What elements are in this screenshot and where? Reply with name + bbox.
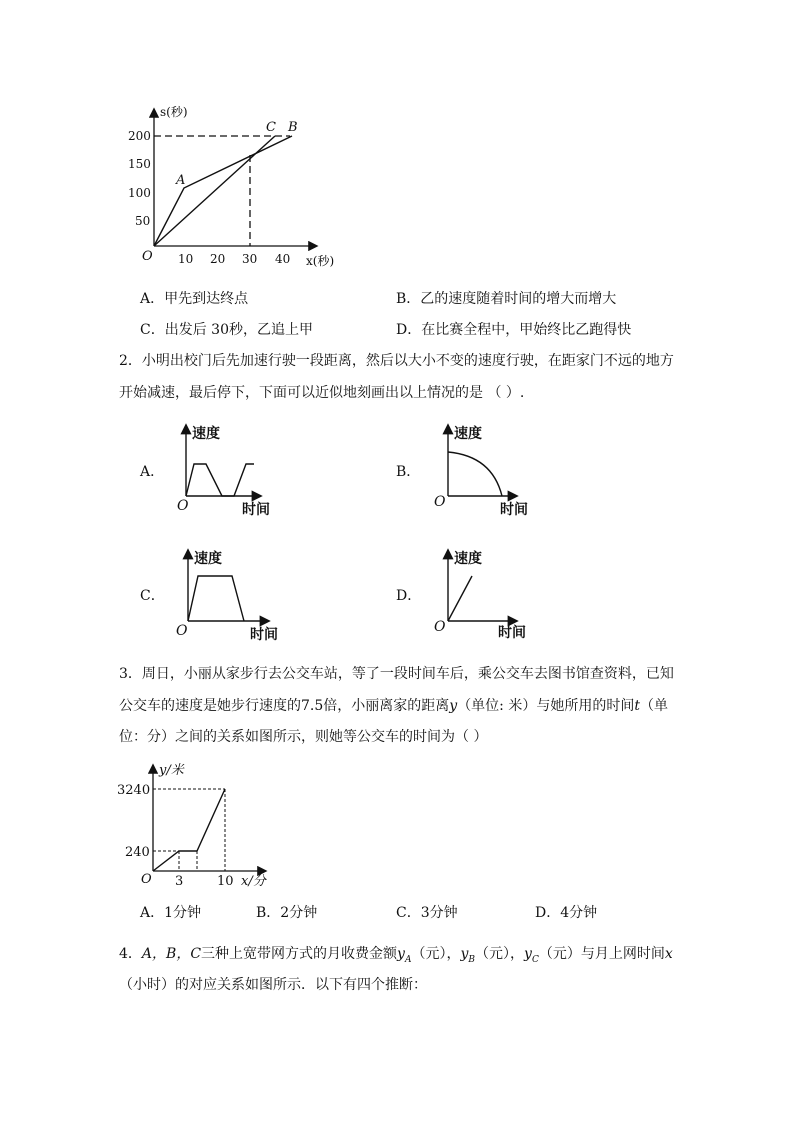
q3-line [153, 789, 225, 871]
q4-prefix: 4． [119, 946, 142, 962]
q1-ytick-50: 50 [135, 214, 151, 228]
q2-c-y-label: 速度 [194, 551, 222, 567]
q4-ya-sub: A [404, 954, 412, 965]
q3-ytick-3240: 3240 [117, 783, 151, 798]
q3-text-line1: 3．周日，小丽从家步行去公交车站，等了一段时间车后，乘公交车去图书馆查资料，已知 [119, 666, 674, 682]
q3-option-b: B．2分钟 [256, 905, 318, 921]
q1-graph [120, 100, 360, 270]
q2-d-origin: O [434, 619, 446, 635]
q2-c-x-label: 时间 [250, 627, 278, 643]
q2-d-y-label: 速度 [454, 551, 482, 567]
q1-line-oc [154, 136, 275, 246]
q4-yuan3: （元）与月上网时间 [538, 946, 665, 962]
q4-yc-sub: C [531, 954, 539, 965]
q3-y-label [158, 763, 185, 778]
q1-line-oab [154, 136, 292, 246]
q3-text-line3: 位：分）之间的关系如图所示，则她等公交车的时间为（ ） [119, 729, 488, 745]
q2-d-x-label: 时间 [498, 625, 526, 641]
q4-yb: y [460, 946, 469, 962]
q4-ya: y [397, 946, 405, 962]
q2-c-origin: O [176, 623, 188, 639]
q4-yc: y [524, 946, 532, 962]
q1-option-b: B．乙的速度随着时间的增大而增大 [396, 291, 617, 307]
q3-x-label [241, 874, 268, 889]
q3-text-line2 [119, 696, 668, 716]
q2-text-line2: 开始减速，最后停下，下面可以近似地刻画出以上情况的是 （ ）. [119, 385, 525, 401]
q3-origin: O [141, 872, 152, 887]
q1-option-d: D．在比赛全程中，甲始终比乙跑得快 [396, 322, 632, 338]
q2-d-curve [448, 576, 472, 621]
q2-b-origin: O [434, 494, 446, 510]
q1-xtick-10: 10 [178, 252, 194, 266]
q3-graph [115, 758, 285, 888]
q1-xtick-30: 30 [242, 252, 258, 266]
q4-yuan1: （元）， [411, 946, 461, 962]
q2-graph-a [172, 420, 282, 520]
q3-xtick-10: 10 [217, 874, 234, 889]
q1-option-c: C．出发后 30秒，乙追上甲 [140, 322, 313, 338]
q1-ytick-100: 100 [128, 186, 151, 200]
q4-vars: A，B，C [141, 946, 202, 962]
q2-b-x-label: 时间 [500, 502, 528, 518]
q2-a-x-label: 时间 [242, 502, 270, 518]
q1-point-b: B [288, 120, 298, 135]
q3-ytick-240: 240 [125, 845, 150, 860]
q2-b-curve [448, 452, 502, 496]
q1-xtick-40: 40 [275, 252, 291, 266]
q2-option-b-label: B． [396, 464, 421, 480]
q3-line2a: 公交车的速度是她步行速度的7.5倍，小丽离家的距离 [119, 698, 450, 714]
q4-text-line1 [119, 944, 673, 970]
q3-var-t: t [634, 698, 640, 714]
q2-a-curve [186, 464, 254, 496]
q3-x-label-text: x/分 [241, 874, 266, 889]
q3-line2b: （单位: 米）与她所用的时间 [457, 698, 635, 714]
q3-var-y: y [449, 698, 458, 714]
q4-yuan2: （元）， [475, 946, 525, 962]
q4-x-var: x [664, 946, 673, 962]
q1-point-a: A [176, 173, 186, 188]
q1-point-c: C [266, 120, 276, 135]
q4-mid: 三种上宽带网方式的月收费金额 [201, 946, 398, 962]
q3-option-a: A．1分钟 [140, 905, 202, 921]
q2-graph-b [430, 420, 540, 520]
q2-b-y-label: 速度 [454, 426, 482, 442]
q1-ytick-200: 200 [128, 129, 151, 143]
q1-x-label: x(秒) [306, 254, 335, 268]
q2-option-a-label: A． [140, 464, 165, 480]
q2-c-curve [188, 576, 244, 621]
q2-text-line1: 2．小明出校门后先加速行驶一段距离，然后以大小不变的速度行驶，在距家门不远的地方 [119, 353, 674, 369]
q3-y-label-text: y/米 [159, 763, 184, 778]
q4-text-line2: （小时）的对应关系如图所示．以下有四个推断： [119, 977, 427, 993]
q4-yb-sub: B [468, 954, 476, 965]
q3-xtick-3: 3 [175, 874, 184, 889]
q2-a-origin: O [177, 498, 189, 514]
q2-a-y-label: 速度 [192, 426, 220, 442]
q2-graph-c [172, 545, 292, 645]
q1-xtick-20: 20 [210, 252, 226, 266]
q3-line2c: （单 [640, 698, 668, 714]
q2-graph-d [430, 545, 540, 645]
q1-option-a: A．甲先到达终点 [140, 291, 249, 307]
q2-option-d-label: D． [396, 588, 422, 604]
q1-origin: O [142, 249, 153, 264]
q3-option-c: C．3分钟 [396, 905, 458, 921]
q2-option-c-label: C． [140, 588, 165, 604]
q1-y-label: s(秒) [160, 105, 188, 119]
q1-ytick-150: 150 [128, 157, 151, 171]
q3-option-d: D．4分钟 [535, 905, 598, 921]
